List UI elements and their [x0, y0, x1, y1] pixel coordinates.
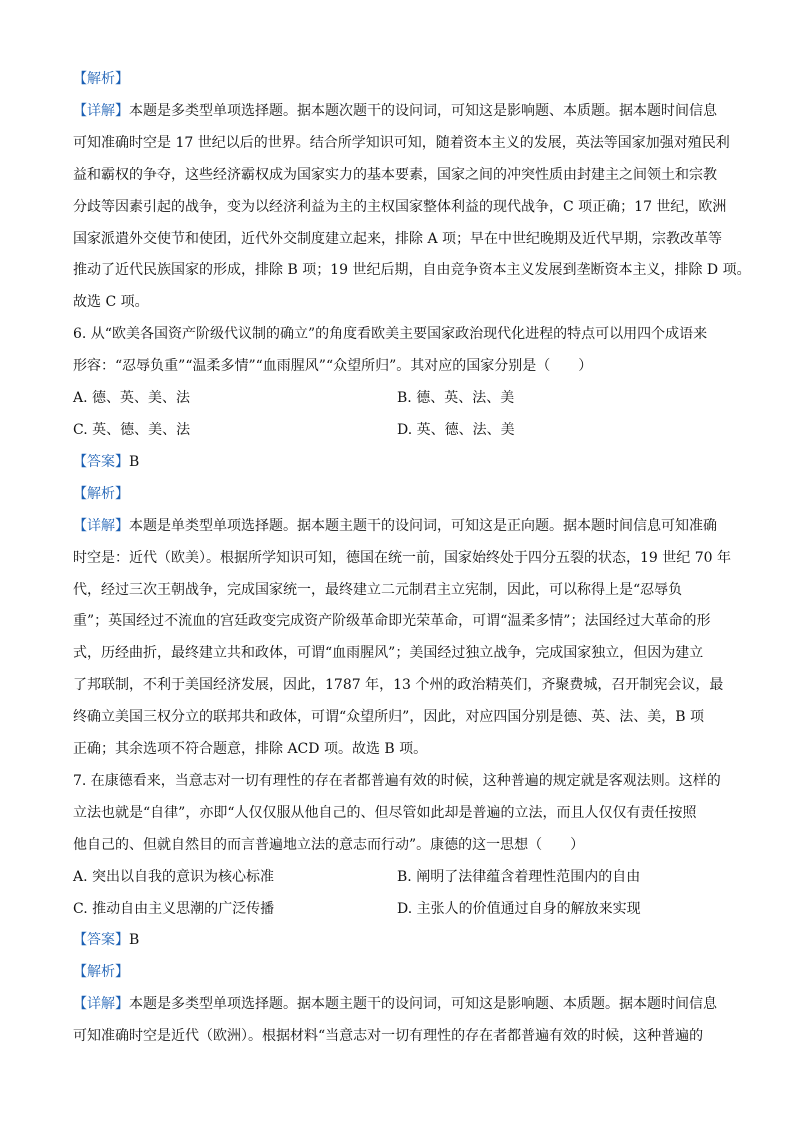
paragraph-line: 国家派遣外交使节和使团，近代外交制度建立起来，排除 A 项；早在中世纪晚期及近代早期，宗教改革等 [73, 230, 723, 247]
paragraph-line [73, 511, 725, 543]
paragraph-line: 推动了近代民族国家的形成，排除 B 项；19 世纪后期，自由竞争资本主义发展到垄断资本主义，排除 D 项。 [73, 262, 751, 279]
paragraph-line: 式，历经曲折，最终建立共和政体，可谓“血雨腥风”；美国经过独立战争，完成国家独立，但因为建立 [73, 645, 704, 662]
paragraph-line: 益和霸权的争夺，这些经济霸权成为国家实力的基本要素，国家之间的冲突性质由封建主之间领土和宗教 [73, 166, 717, 183]
paragraph-line: 故选 C 项。 [73, 294, 149, 311]
detail-tag: 【详解】 [73, 517, 129, 534]
question-6-options-row [73, 383, 725, 415]
text: 本题是单类型单项选择题。据本题主题干的设问词，可知这是正向题。据本题时间信息可知准确 [129, 517, 717, 534]
analysis-tag: 【解析】 [73, 485, 129, 502]
paragraph-line: 分歧等因素引起的战争，变为以经济利益为主的主权国家整体利益的现代战争，C 项正确；17 世纪，欧洲 [73, 198, 727, 215]
option-a: A. 德、英、美、法 [73, 390, 191, 407]
paragraph-line: 可知准确时空是近代（欧洲）。根据材料“当意志对一切有理性的存在者都普遍有效的时候，这种普遍的 [73, 1028, 704, 1045]
section-label [73, 64, 725, 96]
question-7-options-row [73, 862, 725, 894]
section-label [73, 479, 725, 511]
option-c: C. 推动自由主义思潮的广泛传播 [73, 900, 275, 917]
section-label [73, 957, 725, 989]
paragraph-line: 可知准确时空是 17 世纪以后的世界。结合所学知识可知，随着资本主义的发展，英法等国家加强对殖民利 [73, 134, 730, 151]
paragraph-line [73, 989, 725, 1021]
option-b: B. 阐明了法律蕴含着理性范围内的自由 [397, 868, 641, 885]
text: 本题是多类型单项选择题。据本题主题干的设问词，可知这是影响题、本质题。据本题时间信息 [129, 996, 717, 1013]
answer-value: B [129, 453, 140, 470]
paragraph-line: 时空是：近代（欧美）。根据所学知识可知，德国在统一前，国家始终处于四分五裂的状态，19 世纪 70 年 [73, 549, 731, 566]
detail-tag: 【详解】 [73, 102, 129, 119]
paragraph-line: 正确；其余选项不符合题意，排除 ACD 项。故选 B 项。 [73, 741, 428, 758]
option-d: D. 英、德、法、美 [397, 421, 515, 438]
option-c: C. 英、德、美、法 [73, 421, 191, 438]
question-6-stem: 形容：“忍辱负重”“温柔多情”“血雨腥风”“众望所归”。其对应的国家分别是（ ） [73, 358, 593, 375]
answer-tag: 【答案】 [73, 453, 129, 470]
analysis-tag: 【解析】 [73, 71, 129, 87]
option-b: B. 德、英、法、美 [397, 390, 515, 407]
analysis-tag: 【解析】 [73, 964, 129, 981]
answer-line [73, 925, 725, 957]
option-d: D. 主张人的价值通过自身的解放来实现 [397, 900, 641, 917]
question-7-stem: 7. 在康德看来，当意志对一切有理性的存在者都普遍有效的时候，这种普遍的规定就是客观法则。这样的 [73, 772, 721, 789]
question-6-stem: 6. 从“欧美各国资产阶级代议制的确立”的角度看欧美主要国家政治现代化进程的特点可以用四个成语来 [73, 326, 708, 343]
question-7-stem: 他自己的、但就自然目的而言普遍地立法的意志而行动”。康德的这一思想（ ） [73, 836, 585, 853]
paragraph-line: 重”；英国经过不流血的宫廷政变完成资产阶级革命即光荣革命，可谓“温柔多情”；法国经过大革命的形 [73, 613, 711, 630]
question-7-stem: 立法也就是“自律”，亦即“人仅仅服从他自己的、但尽管如此却是普遍的立法，而且人仅仅有责任按照 [73, 804, 697, 821]
document-page [73, 64, 751, 1053]
paragraph-line [73, 96, 725, 128]
answer-line [73, 447, 725, 479]
answer-value: B [129, 932, 140, 949]
option-a: A. 突出以自我的意识为核心标准 [73, 868, 275, 885]
question-6-options-row [73, 415, 725, 447]
paragraph-line: 代，经过三次王朝战争，完成国家统一，最终建立二元制君主立宪制，因此，可以称得上是“忍辱负 [73, 581, 683, 598]
paragraph-line: 了邦联制，不利于美国经济发展，因此，1787 年，13 个州的政治精英们，齐聚费城，召开制宪会议，最 [73, 677, 724, 694]
question-7-options-row [73, 894, 725, 926]
answer-tag: 【答案】 [73, 932, 129, 949]
paragraph-line: 终确立美国三权分立的联邦共和政体，可谓“众望所归”，因此，对应四国分别是德、英、法、美，B 项 [73, 709, 705, 726]
text: 本题是多类型单项选择题。据本题次题干的设问词，可知这是影响题、本质题。据本题时间信息 [129, 102, 717, 119]
detail-tag: 【详解】 [73, 996, 129, 1013]
